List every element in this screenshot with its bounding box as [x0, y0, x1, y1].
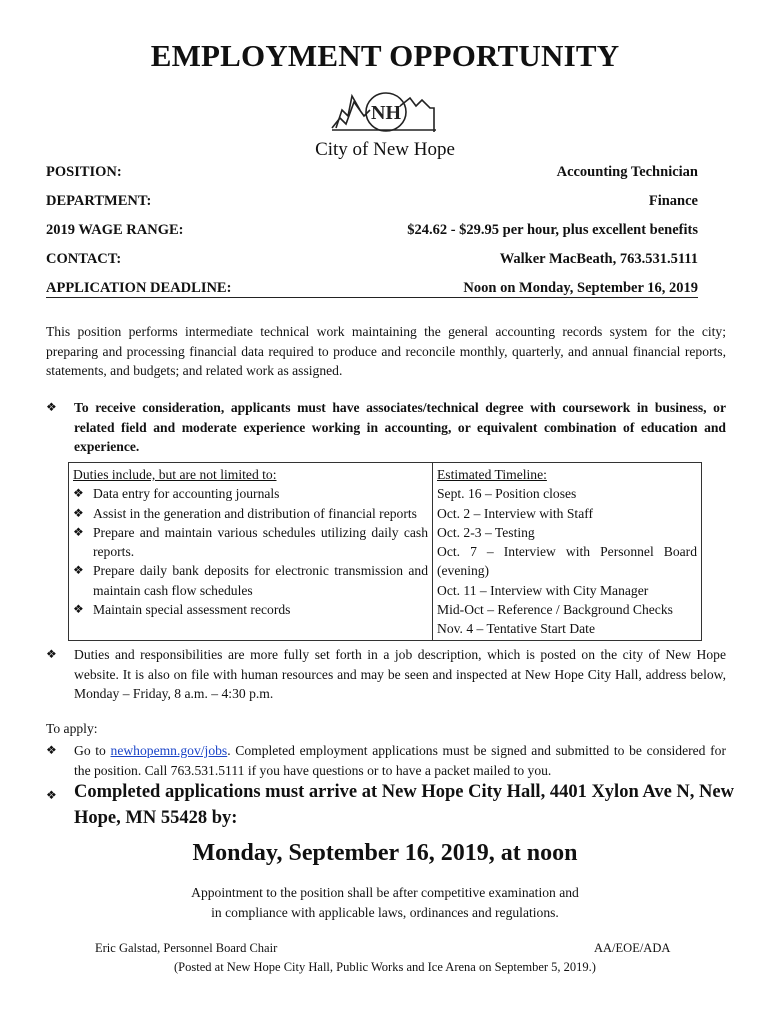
timeline-cell — [433, 463, 702, 641]
list-item: ❖ Assist in the generation and distribution of financial reports — [73, 504, 428, 523]
info-row-deadline — [46, 280, 698, 297]
apply-instructions: Go to newhopemn.gov/jobs. Completed employment applications must be signed and submitted to be considered for the position. Call 763.531.5111 if you have questions or to have a packet mailed to you. — [74, 743, 726, 778]
info-row-wage-range — [46, 222, 698, 239]
bullet-icon: ❖ — [73, 602, 84, 617]
timeline-item: Oct. 11 – Interview with City Manager — [437, 582, 649, 598]
page-title: EMPLOYMENT OPPORTUNITY — [150, 38, 620, 73]
info-row-contact — [46, 251, 698, 268]
info-value: $24.62 - $29.95 per hour, plus excellent benefits — [407, 222, 698, 238]
duties-timeline-table — [68, 462, 702, 641]
bullet-icon: ❖ — [46, 400, 57, 414]
list-item: ❖ Prepare and maintain various schedules utilizing daily cash reports. — [73, 523, 428, 562]
info-label: APPLICATION DEADLINE: — [46, 280, 232, 296]
city-logo-icon — [330, 88, 438, 136]
responsibilities-note: Duties and responsibilities are more fully set forth in a job description, which is posted on the city of New Hope website. It is also on file with human resources and may be seen and inspected at New Hope City Hall, address below, Monday – Friday, 8 a.m. – 4:30 p.m. — [74, 647, 726, 701]
bullet-icon: ❖ — [46, 647, 57, 661]
list-item: ❖ Prepare daily bank deposits for electronic transmission and maintain cash flow schedules — [73, 561, 428, 600]
info-value: Finance — [648, 193, 698, 209]
info-value: Walker MacBeath, 763.531.5111 — [499, 251, 698, 267]
logo-letters: NH — [371, 102, 401, 124]
timeline-item: Sept. 16 – Position closes — [437, 486, 577, 502]
bullet-icon: ❖ — [73, 563, 84, 578]
appointment-line: in compliance with applicable laws, ordinances and regulations. — [211, 905, 559, 920]
bullet-icon: ❖ — [46, 743, 57, 757]
duties-header: Duties include, but are not limited to: — [73, 467, 277, 482]
timeline-item: Nov. 4 – Tentative Start Date — [437, 621, 595, 637]
info-value: Noon on Monday, September 16, 2019 — [463, 280, 698, 296]
posted-note: (Posted at New Hope City Hall, Public Works and Ice Arena on September 5, 2019.) — [174, 960, 596, 974]
info-label: CONTACT: — [46, 251, 122, 267]
appointment-line: Appointment to the position shall be after competitive examination and — [191, 885, 579, 900]
jobs-link[interactable]: newhopemn.gov/jobs — [110, 743, 228, 758]
signatory: Eric Galstad, Personnel Board Chair — [95, 941, 278, 955]
timeline-item: Oct. 2-3 – Testing — [437, 524, 535, 540]
timeline-item: Oct. 2 – Interview with Staff — [437, 505, 594, 521]
list-item: ❖ Data entry for accounting journals — [73, 484, 428, 503]
timeline-item: Mid-Oct – Reference / Background Checks — [437, 602, 673, 618]
qualifications: To receive consideration, applicants must have associates/technical degree with coursework in business, or related field and moderate experience working in accounting, or equivalent combination of education and experience. — [74, 400, 726, 454]
info-label: DEPARTMENT: — [46, 193, 152, 209]
timeline-item: Oct. 7 – Interview with Personnel Board (evening) — [437, 544, 697, 579]
info-row-position — [46, 164, 698, 181]
info-value: Accounting Technician — [556, 164, 698, 180]
equal-opportunity-label: AA/EOE/ADA — [594, 941, 671, 955]
bullet-icon: ❖ — [73, 505, 84, 520]
divider — [46, 297, 698, 298]
deadline-headline: Monday, September 16, 2019, at noon — [192, 840, 578, 866]
info-row-department — [46, 193, 698, 210]
duties-cell — [69, 463, 433, 641]
apply-heading: To apply: — [46, 721, 98, 736]
bullet-icon: ❖ — [73, 524, 84, 539]
info-label: 2019 WAGE RANGE: — [46, 222, 184, 238]
arrival-notice: Completed applications must arrive at New Hope City Hall, 4401 Xylon Ave N, New Hope, MN 55428 by: — [74, 782, 734, 828]
position-description: This position performs intermediate technical work maintaining the general accounting records system for the city; preparing and processing financial data required to produce and reconcile monthly, quarterly, and annual financial reports, statements, and budgets; and related work as assigned. — [46, 324, 726, 378]
bullet-icon: ❖ — [46, 788, 57, 802]
info-label: POSITION: — [46, 164, 122, 180]
city-name: City of New Hope — [315, 139, 455, 160]
list-item: ❖ Maintain special assessment records — [73, 600, 428, 619]
timeline-header: Estimated Timeline: — [437, 467, 547, 482]
bullet-icon: ❖ — [73, 486, 84, 501]
